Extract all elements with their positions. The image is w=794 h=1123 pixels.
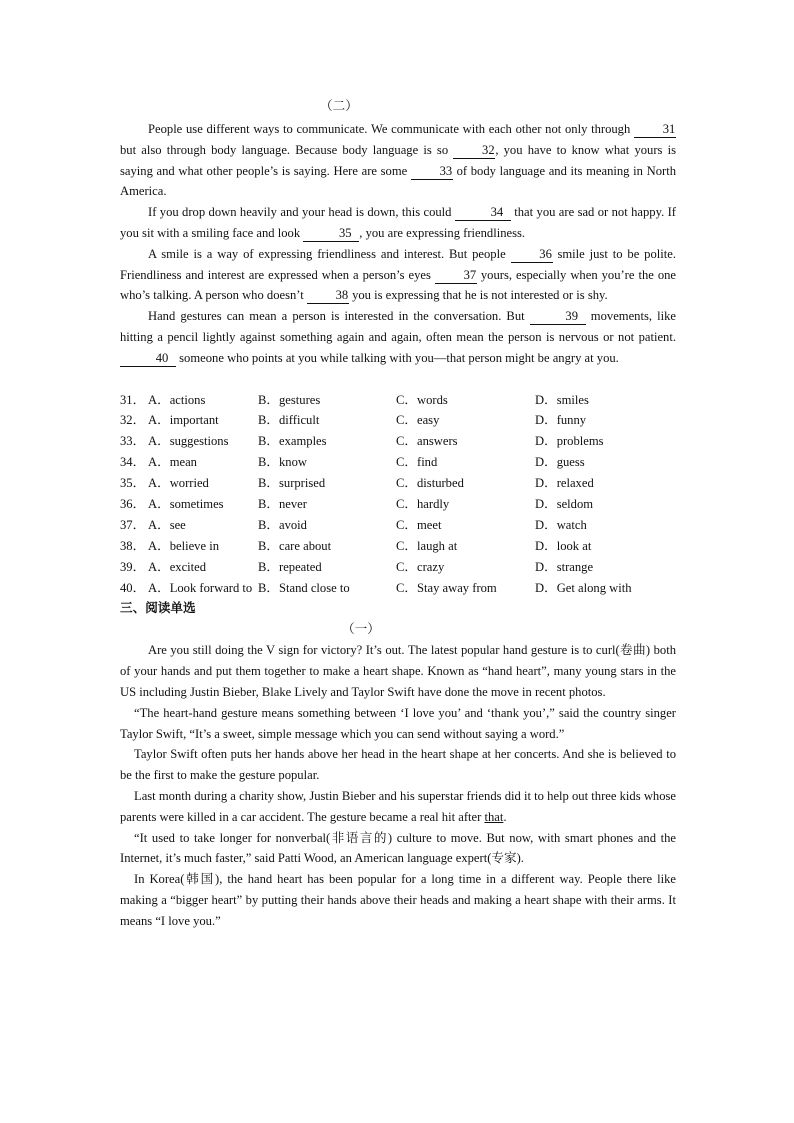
- option-row-39: [120, 557, 676, 578]
- option-a: A．suggestions: [148, 434, 229, 449]
- option-a: A．important: [148, 413, 219, 428]
- option-b: B．never: [258, 497, 307, 512]
- cloze-paragraph-3: A smile is a way of expressing friendliness and interest. But people 36 smile just to be polite. Friendliness and interest are expressed when a person’s eyes 37 yours, especially when you’re the one who’s talking. A person who doesn’t 38 you is expressing that he is not interested or is shy.: [120, 246, 677, 303]
- option-row-40: [120, 578, 676, 599]
- question-number: 38．: [120, 538, 146, 553]
- option-row-36: [120, 494, 676, 515]
- blank-34: 34: [455, 205, 511, 221]
- question-number: 32．: [120, 413, 146, 428]
- options-list: [120, 390, 676, 599]
- reading-one-heading: （一）: [342, 622, 380, 637]
- option-a: A．actions: [148, 392, 206, 407]
- option-row-37: [120, 515, 676, 536]
- question-number: 39．: [120, 559, 146, 574]
- blank-40: 40: [120, 351, 176, 367]
- reading-paragraph-3: Taylor Swift often puts her hands above her head in the heart shape at her concerts. And she is believed to be the first to make the gesture popular.: [120, 747, 676, 783]
- option-c: C．laugh at: [396, 538, 458, 553]
- option-b: B．surprised: [258, 476, 326, 491]
- option-b: B．Stand close to: [258, 580, 350, 595]
- option-d: D．relaxed: [535, 476, 594, 491]
- option-c: C．disturbed: [396, 476, 464, 491]
- option-c: C．words: [396, 392, 448, 407]
- option-b: B．difficult: [258, 413, 320, 428]
- option-a: A．mean: [148, 455, 197, 470]
- cloze-paragraph-1: People use different ways to communicate. We communicate with each other not only through 31 but also through body language. Because body language is so 32, you have to know what yours is saying and what other people’s is saying. Here are some 33 of body language and its meaning in North America.: [120, 122, 677, 199]
- option-row-38: [120, 536, 676, 557]
- blank-35: 35: [303, 226, 359, 242]
- option-c: C．hardly: [396, 497, 450, 512]
- blank-37: 37: [435, 268, 477, 284]
- option-a: A．Look forward to: [148, 580, 253, 595]
- option-d: D．Get along with: [535, 580, 632, 595]
- option-b: B．avoid: [258, 517, 307, 532]
- question-number: 34．: [120, 455, 146, 470]
- option-d: D．watch: [535, 517, 587, 532]
- option-d: D．funny: [535, 413, 587, 428]
- option-c: C．easy: [396, 413, 440, 428]
- reading-paragraph-5: “It used to take longer for nonverbal(非语言的) culture to move. But now, with smart phones and the Internet, it’s much faster,” said Patti Wood, an American language expert(专家).: [120, 830, 676, 866]
- option-row-34: [120, 452, 676, 473]
- option-b: B．know: [258, 455, 307, 470]
- question-number: 31．: [120, 392, 146, 407]
- option-c: C．Stay away from: [396, 580, 497, 595]
- option-row-33: [120, 431, 676, 452]
- option-c: C．answers: [396, 434, 458, 449]
- question-number: 37．: [120, 517, 146, 532]
- option-row-32: [120, 410, 676, 431]
- option-b: B．repeated: [258, 559, 322, 574]
- reading-paragraph-1: Are you still doing the V sign for victory? It’s out. The latest popular hand gesture is to curl(卷曲) both of your hands and put them together to make a heart shape. Known as “hand heart”, many young stars in the US including Justin Bieber, Blake Lively and Taylor Swift have done the move in recent photos.: [120, 643, 676, 700]
- option-d: D．look at: [535, 538, 592, 553]
- option-d: D．smiles: [535, 392, 589, 407]
- option-d: D．seldom: [535, 497, 594, 512]
- question-number: 36．: [120, 497, 146, 512]
- option-b: B．care about: [258, 538, 332, 553]
- cloze-paragraph-2: If you drop down heavily and your head is down, this could 34 that you are sad or not happy. If you sit with a smiling face and look 35 , you are expressing friendliness.: [120, 205, 676, 240]
- question-number: 35．: [120, 476, 146, 491]
- option-d: D．strange: [535, 559, 594, 574]
- blank-32: 32: [453, 143, 495, 159]
- option-b: B．examples: [258, 434, 327, 449]
- reading-paragraph-4: Last month during a charity show, Justin Bieber and his superstar friends did it to help out three kids whose parents were killed in a car accident. The gesture became a real hit after that.: [120, 789, 676, 824]
- reading-paragraph-6: In Korea(韩国), the hand heart has been popular for a long time in a different way. People there like making a “bigger heart” by putting their hands above their heads and making a heart shape with their arms. It means “I love you.”: [120, 872, 676, 928]
- exam-page: [120, 96, 676, 932]
- option-row-31: [120, 390, 676, 411]
- question-number: 33．: [120, 434, 146, 449]
- option-a: A．sometimes: [148, 497, 224, 512]
- option-d: D．guess: [535, 455, 585, 470]
- blank-39: 39: [530, 309, 586, 325]
- option-a: A．see: [148, 517, 186, 532]
- part-two-heading: （二）: [320, 99, 358, 113]
- blank-33: 33: [411, 164, 453, 180]
- underlined-word: that: [484, 809, 504, 824]
- question-number: 40．: [120, 580, 146, 595]
- option-a: A．believe in: [148, 538, 219, 553]
- blank-31: 31: [634, 122, 676, 138]
- option-c: C．crazy: [396, 559, 445, 574]
- blank-38: 38: [307, 288, 349, 304]
- option-row-35: [120, 473, 676, 494]
- reading-paragraph-2: “The heart-hand gesture means something between ‘I love you’ and ‘thank you’,” said the country singer Taylor Swift, “It’s a sweet, simple message which you can send without saying a word.”: [120, 705, 676, 741]
- option-a: A．worried: [148, 476, 209, 491]
- section-three-title: 三、阅读单选: [120, 600, 196, 616]
- option-c: C．meet: [396, 517, 442, 532]
- option-c: C．find: [396, 455, 438, 470]
- blank-36: 36: [511, 247, 553, 263]
- option-d: D．problems: [535, 434, 604, 449]
- cloze-paragraph-4: Hand gestures can mean a person is interested in the conversation. But 39 movements, like hitting a pencil lightly against something again and again, often mean the person is nervous or not patient. 40 someone who points at you while talking with you—that person might be angry at you.: [120, 309, 676, 365]
- option-a: A．excited: [148, 559, 207, 574]
- option-b: B．gestures: [258, 392, 321, 407]
